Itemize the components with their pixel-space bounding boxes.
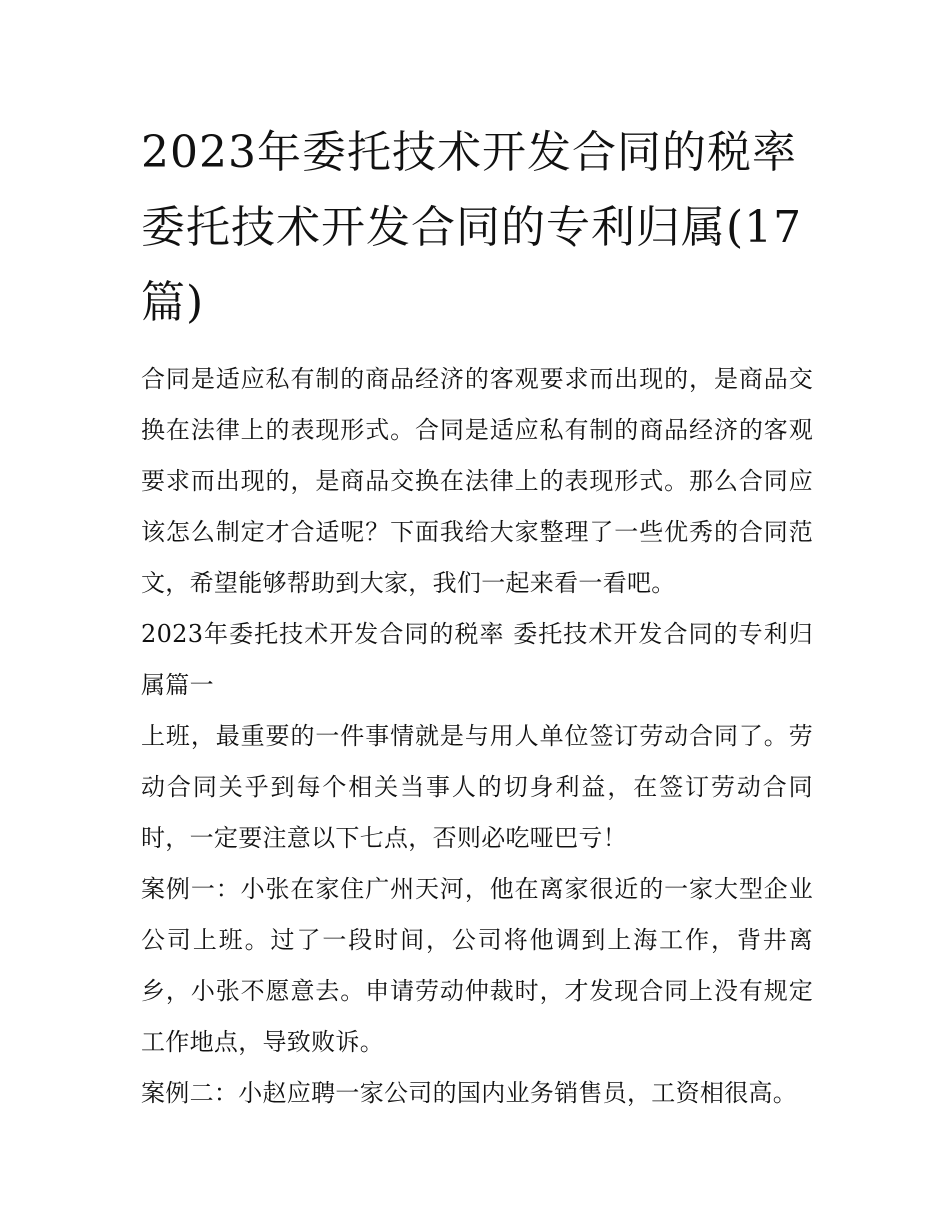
document-title: 2023年委托技术开发合同的税率 委托技术开发合同的专利归属(17篇) [141, 127, 803, 328]
case-one-paragraph: 案例一：小张在家住广州天河，他在离家很近的一家大型企业公司上班。过了一段时间，公司将他调到上海工作，背井离乡，小张不愿意去。申请劳动仲裁时，才发现合同上没有规定工作地点，导致败诉。 [141, 875, 813, 1056]
case-two-paragraph: 案例二：小赵应聘一家公司的国内业务销售员，工资相很高。 [141, 1079, 798, 1107]
section-heading: 2023年委托技术开发合同的税率 委托技术开发合同的专利归属篇一 [141, 620, 813, 699]
body-paragraph: 上班，最重要的一件事情就是与用人单位签订劳动合同了。劳动合同关乎到每个相关当事人的切身利益，在签订劳动合同时，一定要注意以下七点，否则必吃哑巴亏！ [141, 722, 813, 852]
intro-paragraph: 合同是适应私有制的商品经济的客观要求而出现的，是商品交换在法律上的表现形式。合同是适应私有制的商品经济的客观要求而出现的，是商品交换在法律上的表现形式。那么合同应该怎么制定才合适呢？下面我给大家整理了一些优秀的合同范文，希望能够帮助到大家，我们一起来看一看吧。 [141, 365, 813, 597]
document-page [141, 115, 813, 1119]
